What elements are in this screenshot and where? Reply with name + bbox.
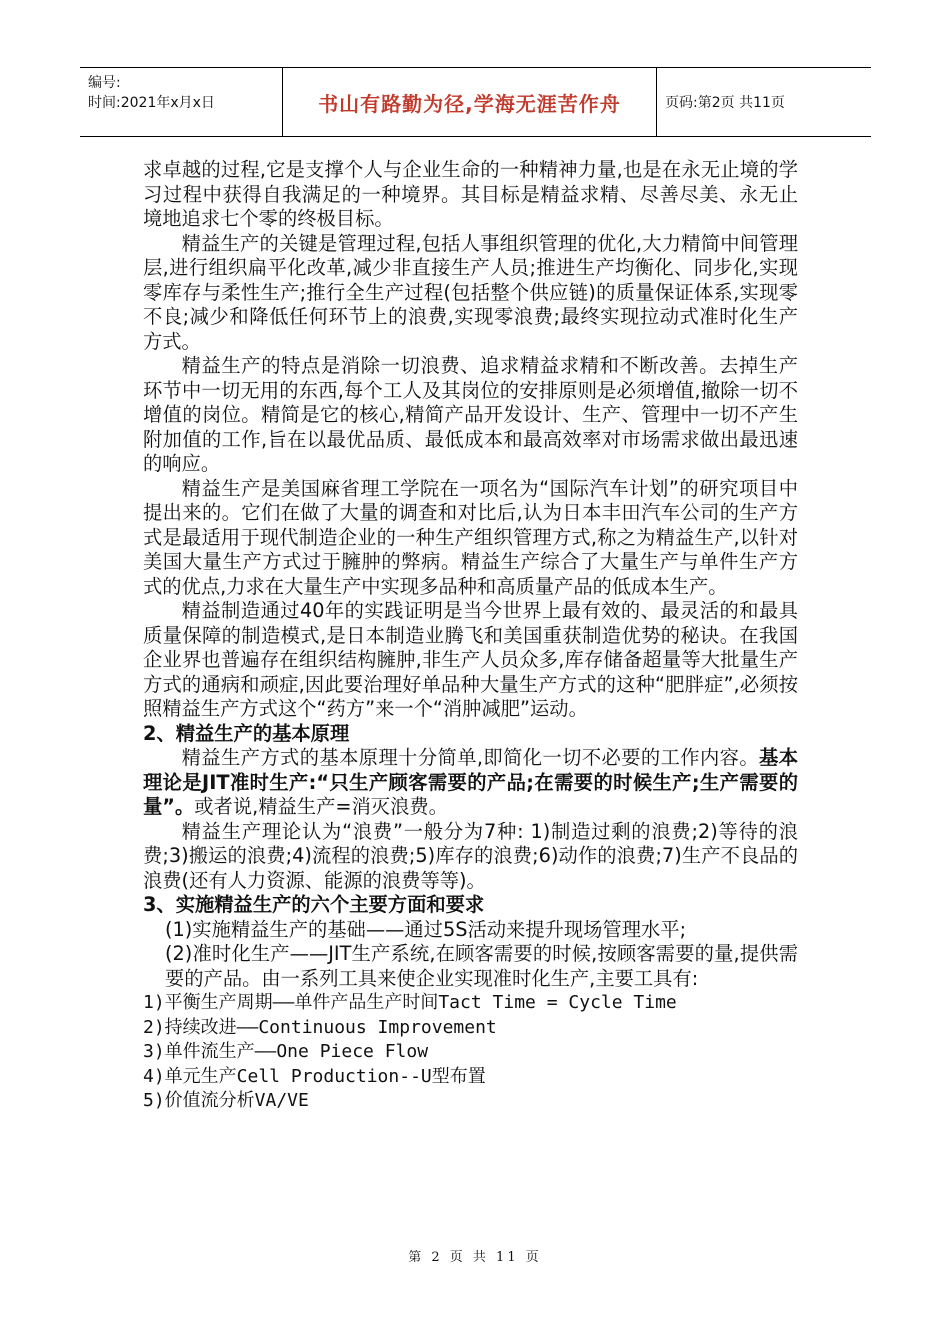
- tool-list-item: 1)平衡生产周期——单件产品生产时间Tact Time = Cycle Time: [143, 992, 677, 1013]
- header-meta: [80, 68, 283, 136]
- section-heading-basic-principle: 2、精益生产的基本原理: [143, 721, 350, 745]
- principle-intro-text: 精益生产方式的基本原理十分简单,即简化一切不必要的工作内容。: [181, 746, 760, 769]
- paragraph-seven-wastes: 精益生产理论认为“浪费”一般分为7种: 1)制造过剩的浪费;2)等待的浪费;3)搬运的浪费;4)流程的浪费;5)库存的浪费;6)动作的浪费;7)生产不良品的浪费(还有人力资源、能源的浪费等等)。: [143, 819, 798, 892]
- tool-list-item: 3)单件流生产——One Piece Flow: [143, 1041, 429, 1062]
- paragraph-5s-basis: (1)实施精益生产的基础——通过5S活动来提升现场管理水平;: [165, 917, 687, 941]
- tool-list-item: 2)持续改进——Continuous Improvement: [143, 1016, 497, 1038]
- page-footer: 第 2 页 共 11 页: [408, 1250, 542, 1265]
- document-body: [143, 158, 798, 1114]
- tool-list-item: 4)单元生产Cell Production--U型布置: [143, 1065, 486, 1087]
- principle-jit-text: 基本理论是JIT准时生产:“只生产顾客需要的产品;在需要的时候生产;生产需要的量”。: [143, 746, 798, 818]
- paragraph-continued: 求卓越的过程,它是支撑个人与企业生命的一种精神力量,也是在永无止境的学习过程中获得自我满足的一种境界。其目标是精益求精、尽善尽美、永无止境地追求七个零的终极目标。: [143, 158, 798, 230]
- section-heading-six-aspects: 3、实施精益生产的六个主要方面和要求: [143, 893, 485, 916]
- tool-list-item: 5)价值流分析VA/VE: [143, 1090, 309, 1111]
- paragraph-management-key: 精益生产的关键是管理过程,包括人事组织管理的优化,大力精简中间管理层,进行组织扁平化改革,减少非直接生产人员;推进生产均衡化、同步化,实现零库存与柔性生产;推行全生产过程(包括整个供应链)的质量保证体系,实现零不良;减少和降低任何环节上的浪费,实现零浪费;最终实现拉动式准时化生产方式。: [143, 231, 798, 353]
- paragraph-jit-system: (2)准时化生产——JIT生产系统,在顾客需要的时候,按顾客需要的量,提供需要的产品。由一系列工具来使企业实现准时化生产,主要工具有:: [165, 942, 798, 990]
- document-time-label: 时间:2021年x月x日: [88, 95, 215, 111]
- document-number-label: 编号:: [88, 75, 121, 91]
- paragraph-basic-principle: [143, 746, 798, 820]
- header-motto-cell: [283, 68, 657, 136]
- header-page-info: 页码:第2页 共11页: [665, 95, 785, 111]
- principle-conclusion-text: 或者说,精益生产=消灭浪费。: [194, 795, 448, 818]
- header-motto: 书山有路勤为径,学海无涯苦作舟: [318, 91, 621, 116]
- page-header: [80, 67, 871, 137]
- paragraph-origin: 精益生产是美国麻省理工学院在一项名为“国际汽车计划”的研究项目中提出来的。它们在做了大量的调查和对比后,认为日本丰田汽车公司的生产方式是最适用于现代制造企业的一种生产组织管理方式,称之为精益生产,以针对美国大量生产方式过于臃肿的弊病。精益生产综合了大量生产与单件生产方式的优点,力求在大量生产中实现多品种和高质量产品的低成本生产。: [143, 476, 798, 598]
- paragraph-practice: 精益制造通过40年的实践证明是当今世界上最有效的、最灵活的和最具质量保障的制造模式,是日本制造业腾飞和美国重获制造优势的秘诀。在我国企业界也普遍存在组织结构臃肿,非生产人员众多,库存储备超量等大批量生产方式的通病和顽症,因此要治理好单品种大量生产方式的这种“肥胖症”,必须按照精益生产方式这个“药方”来一个“消肿减肥”运动。: [143, 599, 798, 720]
- paragraph-characteristics: 精益生产的特点是消除一切浪费、追求精益求精和不断改善。去掉生产环节中一切无用的东西,每个工人及其岗位的安排原则是必须增值,撤除一切不增值的岗位。精简是它的核心,精简产品开发设计、生产、管理中一切不产生附加值的工作,旨在以最优品质、最低成本和最高效率对市场需求做出最迅速的响应。: [143, 354, 798, 475]
